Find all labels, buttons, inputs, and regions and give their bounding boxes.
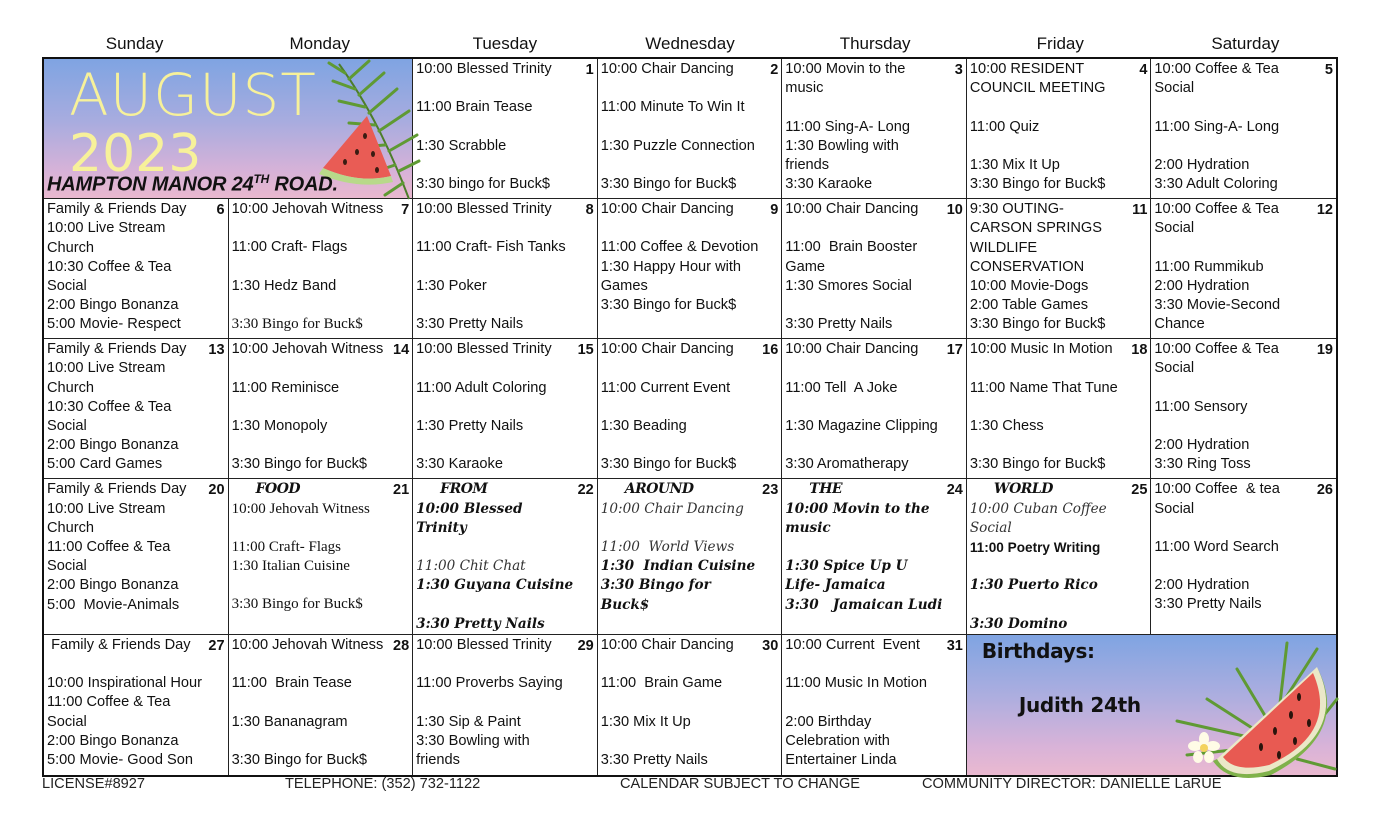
spacer-line xyxy=(1154,557,1333,576)
calendar-grid xyxy=(42,57,1338,777)
spacer-line xyxy=(970,596,1148,615)
day-cell-2 xyxy=(598,59,783,199)
activity-item: 2:00 Table Games xyxy=(969,297,1089,314)
spacer-line xyxy=(601,398,779,417)
spacer-line xyxy=(416,436,594,455)
spacer-line xyxy=(785,359,963,378)
banner-month: AUGUST xyxy=(69,61,317,129)
activity-item: 11:00 Minute To Win It xyxy=(600,99,745,116)
day-number: 20 xyxy=(208,482,225,499)
activity-item: 2:00 Bingo Bonanza xyxy=(47,297,179,314)
dow-monday: Monday xyxy=(289,34,350,53)
activity-item: 11:00 Quiz xyxy=(969,118,1040,135)
activity-item: 10:00 Chair Dancing xyxy=(600,500,744,517)
activity-item: 10:30 Coffee & Tea Social xyxy=(47,398,176,435)
day-number: 6 xyxy=(216,202,225,219)
activity-item: 3:30 Bingo for Buck$ xyxy=(969,316,1106,333)
facility-name: HAMPTON MANOR 24TH ROAD. xyxy=(47,172,338,197)
activity-item: 2:00 Bingo Bonanza xyxy=(47,732,179,749)
day-number: 7 xyxy=(401,202,410,219)
activity-item: 1:30 Monopoly xyxy=(231,417,328,434)
activity-item: 10:00 Coffee & Tea Social xyxy=(1154,61,1283,97)
activity-item: 3:30 Pretty Nails xyxy=(1154,596,1262,613)
activity-item: 1:30 Pretty Nails xyxy=(416,417,524,434)
activity-item: 11:00 Coffee & Tea Social xyxy=(47,694,175,730)
day-cell-8 xyxy=(413,199,598,339)
day-cell-22 xyxy=(413,479,598,635)
activity-item: 1:30 Italian Cuisine xyxy=(231,558,350,575)
activity-item: 11:00 Adult Coloring xyxy=(416,379,547,396)
spacer-line xyxy=(785,655,963,674)
watermelon-slice-icon xyxy=(1199,663,1339,778)
activity-item: 1:30 Hedz Band xyxy=(231,277,337,294)
spacer-line xyxy=(1154,379,1333,398)
spacer-line xyxy=(785,296,963,315)
day-cell-27 xyxy=(44,635,229,775)
license-number: LICENSE#8927 xyxy=(42,776,146,792)
theme-word: FROM xyxy=(440,481,488,498)
activity-item: 2:00 Hydration xyxy=(1154,577,1250,594)
activity-item: 3:30 Karaoke xyxy=(785,176,873,193)
activity-item: 10:00 Cuban Coffee Social xyxy=(969,500,1112,536)
activity-item: 11:00 Brain Game xyxy=(600,675,723,692)
activity-item: 10:00 Chair Dancing xyxy=(600,341,734,358)
activity-item: 1:30 Sip & Paint xyxy=(416,713,521,730)
day-number: 14 xyxy=(393,342,410,359)
activity-item: 11:00 Brain Booster Game xyxy=(785,239,922,275)
spacer-line xyxy=(601,693,779,712)
day-number: 12 xyxy=(1316,202,1333,219)
day-number: 19 xyxy=(1316,342,1333,359)
days-of-week-header xyxy=(42,33,1338,57)
activity-item: 1:30 Bowling with friends xyxy=(785,137,903,173)
activity-item: 1:30 Happy Hour with Games xyxy=(600,258,746,294)
activity-item: 1:30 Smores Social xyxy=(785,277,912,294)
day-number: 11 xyxy=(1132,202,1148,219)
spacer-line xyxy=(416,118,594,137)
spacer-line xyxy=(970,436,1148,455)
activity-item: 10:00 Live Stream Church xyxy=(47,360,170,396)
activity-item: 10:00 Live Stream Church xyxy=(47,500,170,536)
activity-item: 3:30 Bingo for Buck$ xyxy=(969,176,1106,193)
spacer-line xyxy=(970,137,1148,156)
activity-item: 3:30 Bingo for Buck$ xyxy=(231,596,363,613)
day-number: 5 xyxy=(1324,62,1333,78)
activity-item: 11:00 Poetry Writing xyxy=(969,539,1101,555)
activity-item: 10:00 RESIDENT COUNCIL MEETING xyxy=(969,61,1106,97)
activity-item: 2:00 Hydration xyxy=(1154,277,1250,294)
spacer-line xyxy=(601,436,779,455)
activity-item: 11:00 Chit Chat xyxy=(416,558,526,575)
activity-item: 1:30 Poker xyxy=(416,277,487,294)
activity-item: 10:00 Movin to the music xyxy=(785,500,935,536)
activity-item: 3:30 Pretty Nails xyxy=(785,316,893,333)
day-number: 3 xyxy=(954,62,963,78)
spacer-line xyxy=(416,596,594,615)
activity-item: 3:30 Bingo for Buck$ xyxy=(231,316,363,333)
activity-item: 1:30 Guyana Cuisine xyxy=(416,577,574,594)
day-cell-20 xyxy=(44,479,229,635)
day-cell-31 xyxy=(782,635,967,775)
day-cell-7 xyxy=(229,199,414,339)
activity-item: 10:00 Chair Dancing xyxy=(785,201,919,218)
spacer-line xyxy=(785,398,963,417)
activity-item: 10:00 Coffee & tea Social xyxy=(1154,481,1284,517)
activity-item: 10:00 Inspirational Hour xyxy=(47,675,202,692)
spacer-line xyxy=(601,156,779,175)
activity-item: 10:00 Jehovah Witness xyxy=(231,341,384,358)
activity-item: 10:00 Jehovah Witness xyxy=(231,636,384,653)
activity-item: 11:00 Sing-A- Long xyxy=(785,118,910,135)
spacer-line xyxy=(232,655,410,674)
spacer-line xyxy=(1154,417,1333,436)
activity-item: 11:00 Proverbs Saying xyxy=(416,675,563,692)
activity-item: 11:00 Coffee & Devotion xyxy=(600,239,759,256)
activity-item: 1:30 Puerto Rico xyxy=(969,577,1098,594)
spacer-line xyxy=(1154,137,1333,156)
activity-item: 11:00 Rummikub xyxy=(1154,258,1264,275)
spacer-line xyxy=(785,538,963,557)
banner-year: 2023 xyxy=(69,124,202,184)
month-banner xyxy=(44,59,413,199)
day-cell-15 xyxy=(413,339,598,479)
spacer-line xyxy=(416,538,594,557)
activity-item: Family & Friends Day xyxy=(47,636,191,653)
activity-item: 10:00 Blessed Trinity xyxy=(416,61,552,77)
activity-item: 10:00 Blessed Trinity xyxy=(416,341,552,358)
activity-item: 1:30 Puzzle Connection xyxy=(600,137,755,154)
day-cell-25 xyxy=(967,479,1152,635)
activity-item: 2:00 Bingo Bonanza xyxy=(47,577,179,594)
spacer-line xyxy=(416,156,594,175)
dow-sunday: Sunday xyxy=(105,34,164,53)
birthdays-title: Birthdays: xyxy=(981,638,1095,663)
spacer-line xyxy=(416,258,594,277)
day-number: 27 xyxy=(208,637,225,654)
activity-item: 3:30 bingo for Buck$ xyxy=(416,176,551,193)
activity-item: 2:00 Birthday Celebration with Entertainer Linda xyxy=(785,713,897,769)
activity-item: 1:30 Beading xyxy=(600,417,687,434)
activity-item: 3:30 Pretty Nails xyxy=(416,615,545,632)
day-cell-5 xyxy=(1151,59,1336,199)
activity-item: 10:30 Coffee & Tea Social xyxy=(47,258,176,294)
activity-item: 10:00 Music In Motion xyxy=(969,341,1113,358)
day-cell-28 xyxy=(229,635,414,775)
activity-item: 11:00 Name That Tune xyxy=(969,379,1118,396)
day-number: 16 xyxy=(762,342,779,359)
activity-item: 10:00 Movin to the music xyxy=(785,61,910,97)
activity-item: Family & Friends Day xyxy=(47,201,187,218)
spacer-line xyxy=(601,655,779,674)
activity-item: 10:00 Jehovah Witness xyxy=(231,500,370,517)
activity-item: 3:30 Karaoke xyxy=(416,456,503,473)
activity-item: 11:00 Brain Tease xyxy=(416,99,533,116)
day-cell-13 xyxy=(44,339,229,479)
spacer-line xyxy=(1154,239,1333,258)
activity-item: 10:00 Chair Dancing xyxy=(785,341,919,358)
day-number: 18 xyxy=(1131,342,1148,359)
day-number: 4 xyxy=(1139,62,1148,78)
activity-item: 5:00 Card Games xyxy=(47,456,163,473)
day-number: 22 xyxy=(577,482,594,499)
plumeria-flower-icon xyxy=(1189,733,1219,763)
activity-item: 3:30 Bowling with friends xyxy=(416,732,534,769)
birthday-entry: Judith 24th xyxy=(1018,692,1141,717)
activity-item: 11:00 Brain Tease xyxy=(231,675,352,692)
activity-item: 5:00 Movie- Good Son xyxy=(47,752,194,769)
activity-item: 11:00 Reminisce xyxy=(231,379,340,396)
day-number: 29 xyxy=(577,637,594,654)
day-cell-23 xyxy=(598,479,783,635)
spacer-line xyxy=(416,655,594,674)
activity-item: 1:30 Bananagram xyxy=(231,713,348,730)
day-number: 8 xyxy=(585,202,594,219)
activity-item: 10:00 Blessed Trinity xyxy=(416,500,528,536)
spacer-line xyxy=(601,79,779,98)
spacer-line xyxy=(785,693,963,712)
activity-item: 3:30 Bingo for Buck$ xyxy=(600,577,716,613)
day-number: 26 xyxy=(1316,482,1333,499)
activity-item: 3:30 Bingo for Buck$ xyxy=(600,176,737,193)
spacer-line xyxy=(47,655,225,674)
spacer-line xyxy=(970,359,1148,378)
theme-word: THE xyxy=(809,481,843,498)
activity-item: 10:00 Chair Dancing xyxy=(600,636,734,653)
activity-item: 11:00 Current Event xyxy=(600,379,731,396)
dow-thursday: Thursday xyxy=(839,34,911,53)
activity-item: 11:00 Sensory xyxy=(1154,398,1248,415)
activity-item: 11:00 Craft- Fish Tanks xyxy=(416,239,566,256)
spacer-line xyxy=(232,732,410,751)
activity-item: 1:30 Mix It Up xyxy=(969,156,1060,173)
activity-item: 1:30 Indian Cuisine xyxy=(600,558,756,575)
dow-tuesday: Tuesday xyxy=(472,34,538,53)
day-number: 9 xyxy=(770,202,779,219)
day-number: 28 xyxy=(393,637,410,654)
activity-item: 1:30 Spice Up U Life- Jamaica xyxy=(785,558,913,594)
day-number: 15 xyxy=(577,342,594,359)
day-cell-24 xyxy=(782,479,967,635)
activity-item: 3:30 Pretty Nails xyxy=(416,316,524,333)
activity-item: 3:30 Movie-Second Chance xyxy=(1154,297,1285,333)
day-cell-9 xyxy=(598,199,783,339)
day-cell-12 xyxy=(1151,199,1336,339)
day-cell-30 xyxy=(598,635,783,775)
day-number: 24 xyxy=(946,482,963,499)
day-cell-4 xyxy=(967,59,1152,199)
day-cell-21 xyxy=(229,479,414,635)
activity-item: Family & Friends Day xyxy=(47,481,187,498)
spacer-line xyxy=(232,693,410,712)
spacer-line xyxy=(416,79,594,98)
activity-item: 11:00 Craft- Flags xyxy=(231,239,348,256)
activity-item: 11:00 Word Search xyxy=(1154,538,1279,555)
spacer-line xyxy=(416,693,594,712)
dow-saturday: Saturday xyxy=(1211,34,1280,53)
spacer-line xyxy=(416,359,594,378)
day-cell-16 xyxy=(598,339,783,479)
spacer-line xyxy=(785,219,963,238)
activity-item: 11:00 Craft- Flags xyxy=(231,538,341,555)
activity-item: 10:00 Blessed Trinity xyxy=(416,201,552,218)
spacer-line xyxy=(601,118,779,137)
theme-word: AROUND xyxy=(624,481,694,498)
theme-word: FOOD xyxy=(255,481,301,498)
spacer-line xyxy=(601,519,779,538)
spacer-line xyxy=(601,359,779,378)
activity-item: 11:00 Music In Motion xyxy=(785,675,927,692)
spacer-line xyxy=(416,219,594,238)
activity-item: 3:30 Bingo for Buck$ xyxy=(969,456,1106,473)
activity-item: 1:30 Scrabble xyxy=(416,137,507,154)
spacer-line xyxy=(601,732,779,751)
activity-item: 3:30 Adult Coloring xyxy=(1154,176,1278,193)
day-cell-3 xyxy=(782,59,967,199)
activity-item: 10:00 Coffee & Tea Social xyxy=(1154,201,1283,237)
spacer-line xyxy=(1154,519,1333,538)
spacer-line xyxy=(970,557,1148,576)
activity-item: 11:00 Coffee & Tea Social xyxy=(47,538,175,575)
calendar-footer xyxy=(42,776,1338,796)
activity-item: 11:00 World Views xyxy=(600,538,735,555)
day-cell-26 xyxy=(1151,479,1336,635)
spacer-line xyxy=(232,436,410,455)
activity-item: 10:00 Blessed Trinity xyxy=(416,636,552,653)
day-cell-11 xyxy=(967,199,1152,339)
activity-item: 2:00 Hydration xyxy=(1154,156,1250,173)
spacer-line xyxy=(232,398,410,417)
dow-friday: Friday xyxy=(1036,34,1084,53)
dow-wednesday: Wednesday xyxy=(645,34,735,53)
activity-item: 3:30 Bingo for Buck$ xyxy=(600,297,737,314)
activity-item: 1:30 Magazine Clipping xyxy=(785,417,938,434)
activity-item: 2:00 Bingo Bonanza xyxy=(47,437,179,454)
spacer-line xyxy=(232,296,410,315)
activity-item: Family & Friends Day xyxy=(47,341,187,358)
day-number: 13 xyxy=(208,342,225,359)
activity-item: 3:30 Bingo for Buck$ xyxy=(231,456,368,473)
activity-item: 10:00 Movie-Dogs xyxy=(969,277,1089,294)
spacer-line xyxy=(232,219,410,238)
spacer-line xyxy=(970,398,1148,417)
activity-item: 10:00 Chair Dancing xyxy=(600,61,734,77)
activity-item: 10:00 Jehovah Witness xyxy=(231,201,384,218)
day-number: 1 xyxy=(585,62,594,78)
spacer-line xyxy=(232,359,410,378)
birthdays-panel xyxy=(967,635,1336,775)
activity-item: 11:00 Tell A Joke xyxy=(785,379,898,396)
spacer-line xyxy=(1154,98,1333,117)
day-number: 17 xyxy=(946,342,963,359)
activity-item: 3:30 Aromatherapy xyxy=(785,456,909,473)
activity-item: 3:30 Bingo for Buck$ xyxy=(231,752,368,769)
spacer-line xyxy=(970,98,1148,117)
activity-item: 3:30 Jamaican Ludi xyxy=(785,596,943,613)
day-cell-17 xyxy=(782,339,967,479)
activity-item: 5:00 Movie- Respect xyxy=(47,316,181,333)
day-cell-10 xyxy=(782,199,967,339)
activity-item: 10:00 Live Stream Church xyxy=(47,220,170,256)
spacer-line xyxy=(232,519,410,538)
spacer-line xyxy=(416,296,594,315)
activity-item: 10:00 Chair Dancing xyxy=(600,201,734,218)
day-cell-6 xyxy=(44,199,229,339)
day-number: 31 xyxy=(946,637,963,654)
spacer-line xyxy=(232,576,410,595)
activity-item: 5:00 Movie-Animals xyxy=(47,596,180,613)
activity-item: 11:00 Sing-A- Long xyxy=(1154,118,1280,135)
activity-item: 9:30 OUTING- CARSON SPRINGS WILDLIFE CONSERVATION xyxy=(969,201,1107,275)
activity-item: 10:00 Current Event xyxy=(785,636,920,653)
spacer-line xyxy=(601,219,779,238)
activity-item: 3:30 Bingo for Buck$ xyxy=(600,456,737,473)
activity-item: 3:30 Ring Toss xyxy=(1154,456,1251,473)
activity-item: 1:30 Chess xyxy=(969,417,1044,434)
activity-item: 3:30 Pretty Nails xyxy=(600,752,708,769)
spacer-line xyxy=(416,398,594,417)
community-director: COMMUNITY DIRECTOR: DANIELLE LaRUE xyxy=(922,776,1222,792)
theme-word: WORLD xyxy=(993,481,1053,498)
activity-item: 10:00 Coffee & Tea Social xyxy=(1154,341,1283,377)
spacer-line xyxy=(785,98,963,117)
day-number: 2 xyxy=(770,62,779,78)
telephone: TELEPHONE: (352) 732-1122 xyxy=(285,776,481,792)
change-notice: CALENDAR SUBJECT TO CHANGE xyxy=(620,776,861,792)
day-cell-14 xyxy=(229,339,414,479)
day-number: 23 xyxy=(762,482,779,499)
day-number: 25 xyxy=(1131,482,1148,499)
day-number: 10 xyxy=(946,202,963,219)
day-cell-19 xyxy=(1151,339,1336,479)
day-number: 21 xyxy=(393,482,410,499)
spacer-line xyxy=(232,258,410,277)
activity-item: 2:00 Hydration xyxy=(1154,437,1250,454)
activity-item: 1:30 Mix It Up xyxy=(600,713,691,730)
day-cell-29 xyxy=(413,635,598,775)
spacer-line xyxy=(785,436,963,455)
day-cell-1 xyxy=(413,59,598,199)
day-cell-18 xyxy=(967,339,1152,479)
activity-item: 3:30 Domino xyxy=(969,615,1068,632)
day-number: 30 xyxy=(762,637,779,654)
